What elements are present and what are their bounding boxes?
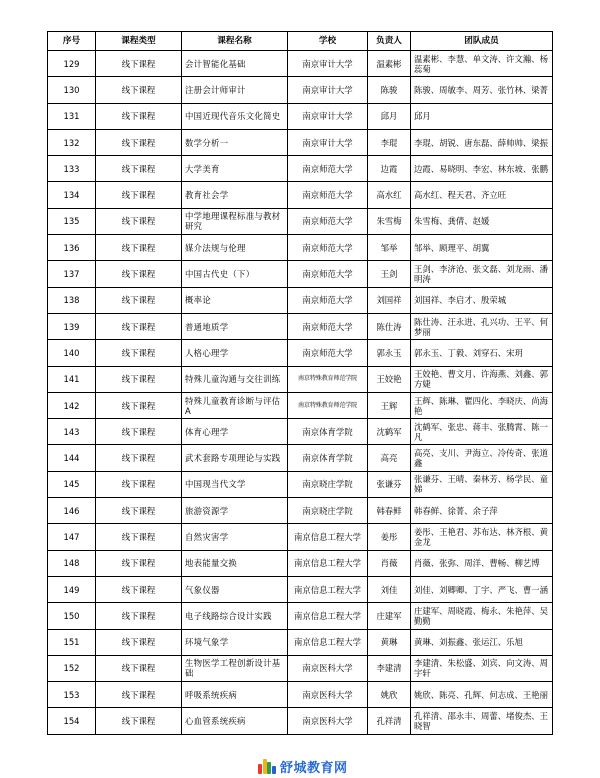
cell-team: 庄建军、周晓霞、梅永、朱艳萍、吴勤勤: [411, 603, 553, 629]
cell-school: 南京特殊教育师范学院: [288, 366, 368, 392]
cell-lead: 邹举: [368, 235, 411, 261]
cell-lead: 张谦芬: [368, 471, 411, 497]
cell-team: 刘国祥、李启才、殷荣城: [411, 287, 553, 313]
cell-lead: 肖薇: [368, 550, 411, 576]
table-row: [48, 182, 553, 208]
table-row: [48, 77, 553, 103]
cell-school: 南京信息工程大学: [288, 576, 368, 602]
cell-team: 李琨、胡锐、唐东磊、薛帅帅、梁振: [411, 129, 553, 155]
cell-school: 南京医科大学: [288, 708, 368, 734]
cell-course-type: 线下课程: [96, 208, 182, 234]
cell-school: 南京晓庄学院: [288, 498, 368, 524]
cell-team: 姜彤、王艳君、苏布达、林齐根、黄金龙: [411, 524, 553, 550]
table-row: [48, 576, 553, 602]
table-body: [48, 51, 553, 735]
cell-school: 南京师范大学: [288, 182, 368, 208]
header-no: 序号: [48, 32, 96, 51]
cell-team: 张谦芬、王晴、秦林芳、杨学民、童娣: [411, 471, 553, 497]
table-row: [48, 655, 553, 681]
cell-team: 刘佳、刘卿卿、丁宇、严飞、曹一涵: [411, 576, 553, 602]
cell-team: 温素彬、李慧、单文涛、许文瀚、杨蕊菊: [411, 51, 553, 77]
cell-lead: 姚欣: [368, 682, 411, 708]
cell-team: 边霞、易晓明、李宏、林东坡、张鹏: [411, 156, 553, 182]
cell-lead: 刘国祥: [368, 287, 411, 313]
cell-lead: 庄建军: [368, 603, 411, 629]
cell-lead: 朱雪梅: [368, 208, 411, 234]
table-row: [48, 471, 553, 497]
cell-team: 肖薇、张弥、周洋、曹畅、柳艺博: [411, 550, 553, 576]
table-row: [48, 682, 553, 708]
cell-course-name: 旅游资源学: [182, 498, 288, 524]
table-row: [48, 340, 553, 366]
cell-school: 南京师范大学: [288, 156, 368, 182]
cell-school: 南京特殊教育师范学院: [288, 392, 368, 418]
cell-course-type: 线下课程: [96, 603, 182, 629]
cell-course-type: 线下课程: [96, 471, 182, 497]
cell-course-name: 特殊儿童沟通与交往训练: [182, 366, 288, 392]
table-row: [48, 261, 553, 287]
table-row: [48, 156, 553, 182]
cell-course-name: 中学地理课程标准与教材研究: [182, 208, 288, 234]
cell-lead: 邱月: [368, 103, 411, 129]
cell-no: 135: [48, 208, 96, 234]
cell-no: 132: [48, 129, 96, 155]
cell-course-name: 数学分析一: [182, 129, 288, 155]
table-row: [48, 708, 553, 734]
cell-course-type: 线下课程: [96, 261, 182, 287]
cell-course-name: 注册会计师审计: [182, 77, 288, 103]
cell-course-name: 人格心理学: [182, 340, 288, 366]
cell-school: 南京师范大学: [288, 261, 368, 287]
cell-course-type: 线下课程: [96, 103, 182, 129]
cell-team: 黄琳、刘振鑫、张运江、乐旭: [411, 629, 553, 655]
cell-no: 151: [48, 629, 96, 655]
watermark-text: 舒城教育网: [280, 760, 348, 776]
cell-course-type: 线下课程: [96, 366, 182, 392]
cell-school: 南京审计大学: [288, 51, 368, 77]
cell-team: 姚欣、陈亮、孔辉、何志成、王艳丽: [411, 682, 553, 708]
cell-course-name: 地表能量交换: [182, 550, 288, 576]
cell-school: 南京师范大学: [288, 235, 368, 261]
cell-course-type: 线下课程: [96, 419, 182, 445]
cell-no: 136: [48, 235, 96, 261]
cell-course-name: 媒介法规与伦理: [182, 235, 288, 261]
cell-no: 144: [48, 445, 96, 471]
cell-team: 邹举、顾理平、胡翼: [411, 235, 553, 261]
cell-course-name: 普通地质学: [182, 313, 288, 339]
table-row: [48, 129, 553, 155]
header-team: 团队成员: [411, 32, 553, 51]
cell-course-name: 气象仪器: [182, 576, 288, 602]
cell-course-name: 概率论: [182, 287, 288, 313]
table-row: [48, 235, 553, 261]
cell-course-type: 线下课程: [96, 156, 182, 182]
table-row: [48, 366, 553, 392]
cell-course-type: 线下课程: [96, 445, 182, 471]
cell-course-type: 线下课程: [96, 235, 182, 261]
cell-school: 南京信息工程大学: [288, 629, 368, 655]
cell-no: 130: [48, 77, 96, 103]
logo-bar: [267, 762, 271, 774]
cell-school: 南京信息工程大学: [288, 603, 368, 629]
cell-course-type: 线下课程: [96, 313, 182, 339]
cell-school: 南京审计大学: [288, 77, 368, 103]
table-row: [48, 287, 553, 313]
cell-school: 南京晓庄学院: [288, 471, 368, 497]
cell-course-type: 线下课程: [96, 182, 182, 208]
cell-no: 139: [48, 313, 96, 339]
cell-course-name: 教育社会学: [182, 182, 288, 208]
cell-course-name: 武术套路专项理论与实践: [182, 445, 288, 471]
table-header-row: [48, 32, 553, 51]
cell-course-name: 电子线路综合设计实践: [182, 603, 288, 629]
cell-school: 南京医科大学: [288, 655, 368, 681]
cell-lead: 王姣艳: [368, 366, 411, 392]
cell-no: 134: [48, 182, 96, 208]
cell-team: 王剑、李济沧、张文磊、刘龙雨、潘明涛: [411, 261, 553, 287]
cell-course-type: 线下课程: [96, 576, 182, 602]
cell-no: 146: [48, 498, 96, 524]
cell-course-type: 线下课程: [96, 655, 182, 681]
cell-team: 王姣艳、曹文月、许海燕、刘鑫、郭方婕: [411, 366, 553, 392]
book-logo-icon: [258, 758, 276, 774]
cell-team: 郭永玉、丁毅、刘穿石、宋玥: [411, 340, 553, 366]
cell-lead: 李琨: [368, 129, 411, 155]
table-row: [48, 629, 553, 655]
cell-school: 南京审计大学: [288, 129, 368, 155]
cell-no: 138: [48, 287, 96, 313]
cell-team: 陈骏、周敏李、周芳、张竹林、梁菁: [411, 77, 553, 103]
cell-no: 153: [48, 682, 96, 708]
cell-team: 韩春鲜、徐菁、余子萍: [411, 498, 553, 524]
cell-no: 133: [48, 156, 96, 182]
cell-course-type: 线下课程: [96, 682, 182, 708]
cell-school: 南京体育学院: [288, 419, 368, 445]
table-row: [48, 313, 553, 339]
cell-course-name: 生物医学工程创新设计基础: [182, 655, 288, 681]
cell-lead: 温素彬: [368, 51, 411, 77]
cell-no: 142: [48, 392, 96, 418]
course-roster-table: [47, 31, 553, 735]
cell-course-name: 心血管系统疾病: [182, 708, 288, 734]
cell-lead: 黄琳: [368, 629, 411, 655]
cell-school: 南京信息工程大学: [288, 550, 368, 576]
cell-course-type: 线下课程: [96, 550, 182, 576]
cell-lead: 韩春鲜: [368, 498, 411, 524]
cell-course-name: 环境气象学: [182, 629, 288, 655]
cell-team: 朱雪梅、龚倩、赵媛: [411, 208, 553, 234]
table-row: [48, 524, 553, 550]
cell-school: 南京医科大学: [288, 682, 368, 708]
cell-lead: 沈鹤军: [368, 419, 411, 445]
logo-bar: [272, 766, 276, 774]
header-course-type: 课程类型: [96, 32, 182, 51]
cell-no: 140: [48, 340, 96, 366]
cell-course-type: 线下课程: [96, 51, 182, 77]
cell-team: 沈鹤军、张忠、蒋丰、张腾霄、陈一凡: [411, 419, 553, 445]
cell-no: 152: [48, 655, 96, 681]
cell-team: 孔祥清、邵永丰、周蕾、堵俊杰、王晓智: [411, 708, 553, 734]
cell-course-name: 呼吸系统疾病: [182, 682, 288, 708]
cell-lead: 孔祥清: [368, 708, 411, 734]
table-row: [48, 208, 553, 234]
logo-bar: [263, 759, 267, 774]
cell-no: 148: [48, 550, 96, 576]
cell-no: 147: [48, 524, 96, 550]
cell-lead: 高亮: [368, 445, 411, 471]
cell-lead: 陈仕涛: [368, 313, 411, 339]
cell-no: 131: [48, 103, 96, 129]
cell-course-name: 自然灾害学: [182, 524, 288, 550]
site-watermark: [258, 756, 348, 776]
cell-course-name: 中国古代史（下）: [182, 261, 288, 287]
table-row: [48, 419, 553, 445]
cell-lead: 王辉: [368, 392, 411, 418]
table-row: [48, 103, 553, 129]
cell-course-name: 会计智能化基础: [182, 51, 288, 77]
cell-lead: 李建清: [368, 655, 411, 681]
cell-team: 陈仕涛、汪永进、孔兴功、王平、何梦丽: [411, 313, 553, 339]
cell-no: 129: [48, 51, 96, 77]
cell-no: 154: [48, 708, 96, 734]
cell-school: 南京信息工程大学: [288, 524, 368, 550]
cell-course-name: 特殊儿童教育诊断与评估A: [182, 392, 288, 418]
cell-course-type: 线下课程: [96, 524, 182, 550]
cell-school: 南京审计大学: [288, 103, 368, 129]
cell-course-name: 中国现当代文学: [182, 471, 288, 497]
cell-course-type: 线下课程: [96, 392, 182, 418]
cell-no: 143: [48, 419, 96, 445]
cell-course-name: 大学美育: [182, 156, 288, 182]
cell-course-type: 线下课程: [96, 708, 182, 734]
cell-no: 141: [48, 366, 96, 392]
cell-team: 李建清、朱松盛、刘宾、向文涛、周宇轩: [411, 655, 553, 681]
cell-course-type: 线下课程: [96, 77, 182, 103]
cell-no: 149: [48, 576, 96, 602]
header-school: 学校: [288, 32, 368, 51]
cell-team: 高亮、支川、尹海立、冷传奇、张道鑫: [411, 445, 553, 471]
cell-course-name: 中国近现代音乐文化简史: [182, 103, 288, 129]
cell-lead: 郭永玉: [368, 340, 411, 366]
cell-course-name: 体育心理学: [182, 419, 288, 445]
cell-team: 王辉、陈琳、瞿四化、李晓庆、尚海艳: [411, 392, 553, 418]
table-row: [48, 603, 553, 629]
cell-course-type: 线下课程: [96, 287, 182, 313]
cell-school: 南京师范大学: [288, 287, 368, 313]
cell-no: 145: [48, 471, 96, 497]
cell-lead: 刘佳: [368, 576, 411, 602]
cell-lead: 王剑: [368, 261, 411, 287]
header-lead: 负责人: [368, 32, 411, 51]
table-row: [48, 51, 553, 77]
cell-team: 高水红、程天君、齐立旺: [411, 182, 553, 208]
table-row: [48, 392, 553, 418]
cell-course-type: 线下课程: [96, 498, 182, 524]
cell-school: 南京师范大学: [288, 313, 368, 339]
cell-lead: 陈骏: [368, 77, 411, 103]
cell-no: 137: [48, 261, 96, 287]
cell-no: 150: [48, 603, 96, 629]
cell-lead: 边霞: [368, 156, 411, 182]
cell-school: 南京体育学院: [288, 445, 368, 471]
cell-team: 邱月: [411, 103, 553, 129]
header-course-name: 课程名称: [182, 32, 288, 51]
table-row: [48, 498, 553, 524]
cell-school: 南京师范大学: [288, 340, 368, 366]
logo-bar: [258, 764, 262, 774]
cell-course-type: 线下课程: [96, 129, 182, 155]
table-row: [48, 445, 553, 471]
cell-course-type: 线下课程: [96, 340, 182, 366]
cell-lead: 高水红: [368, 182, 411, 208]
table-row: [48, 550, 553, 576]
cell-lead: 姜彤: [368, 524, 411, 550]
cell-course-type: 线下课程: [96, 629, 182, 655]
cell-school: 南京师范大学: [288, 208, 368, 234]
